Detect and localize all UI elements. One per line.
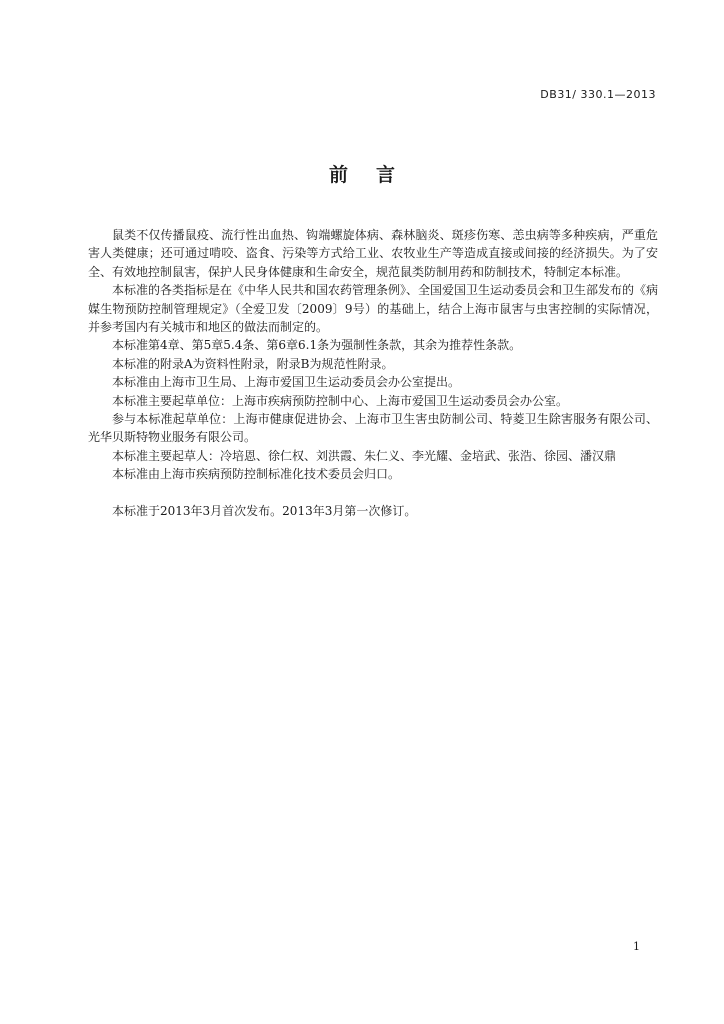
paragraph-responsible-committee: 本标准由上海市疾病预防控制标准化技术委员会归口。 xyxy=(112,467,401,482)
paragraph-main-drafting-units: 本标准主要起草单位：上海市疾病预防控制中心、上海市爱国卫生运动委员会办公室。 xyxy=(112,393,569,408)
paragraph-release-note: 本标准于2013年3月首次发布。2013年3月第一次修订。 xyxy=(112,504,417,519)
paragraph-drafters: 本标准主要起草人：冷培恩、徐仁权、刘洪霞、朱仁义、李光耀、金培武、张浩、徐园、潘汉鼎 xyxy=(112,448,617,463)
paragraph-background: 鼠类不仅传播鼠疫、流行性出血热、钩端螺旋体病、森林脑炎、斑疹伤寒、恙虫病等多种疾病，严重危害人类健康；还可通过啃咬、盗食、污染等方式给工业、农牧业生产等造成直接或间接的经济损失。为了安全、有效地控制鼠害，保护人民身体健康和生命安全，规范鼠类防制用药和防制技术，特制定本标准。 xyxy=(88,228,658,279)
paragraph-appendix: 本标准的附录A为资料性附录，附录B为规范性附录。 xyxy=(112,356,394,371)
foreword-body xyxy=(88,226,658,520)
page-title: 前言 xyxy=(328,164,423,186)
standard-code: DB31/ 330.1—2013 xyxy=(540,88,656,101)
page-number: 1 xyxy=(633,940,640,953)
paragraph-basis: 本标准的各类指标是在《中华人民共和国农药管理条例》、全国爱国卫生运动委员会和卫生部发布的《病媒生物预防控制管理规定》（全爱卫发〔2009〕9号）的基础上，结合上海市鼠害与虫害控制的实际情况，并参考国内有关城市和地区的做法而制定的。 xyxy=(88,283,659,335)
paragraph-mandatory-clauses: 本标准第4章、第5章5.4条、第6章6.1条为强制性条款，其余为推荐性条款。 xyxy=(112,338,522,353)
paragraph-proposer: 本标准由上海市卫生局、上海市爱国卫生运动委员会办公室提出。 xyxy=(112,375,461,390)
paragraph-gap xyxy=(88,484,658,502)
paragraph-participating-units: 参与本标准起草单位：上海市健康促进协会、上海市卫生害虫防制公司、特菱卫生除害服务有限公司、光华贝斯特物业服务有限公司。 xyxy=(88,412,658,445)
